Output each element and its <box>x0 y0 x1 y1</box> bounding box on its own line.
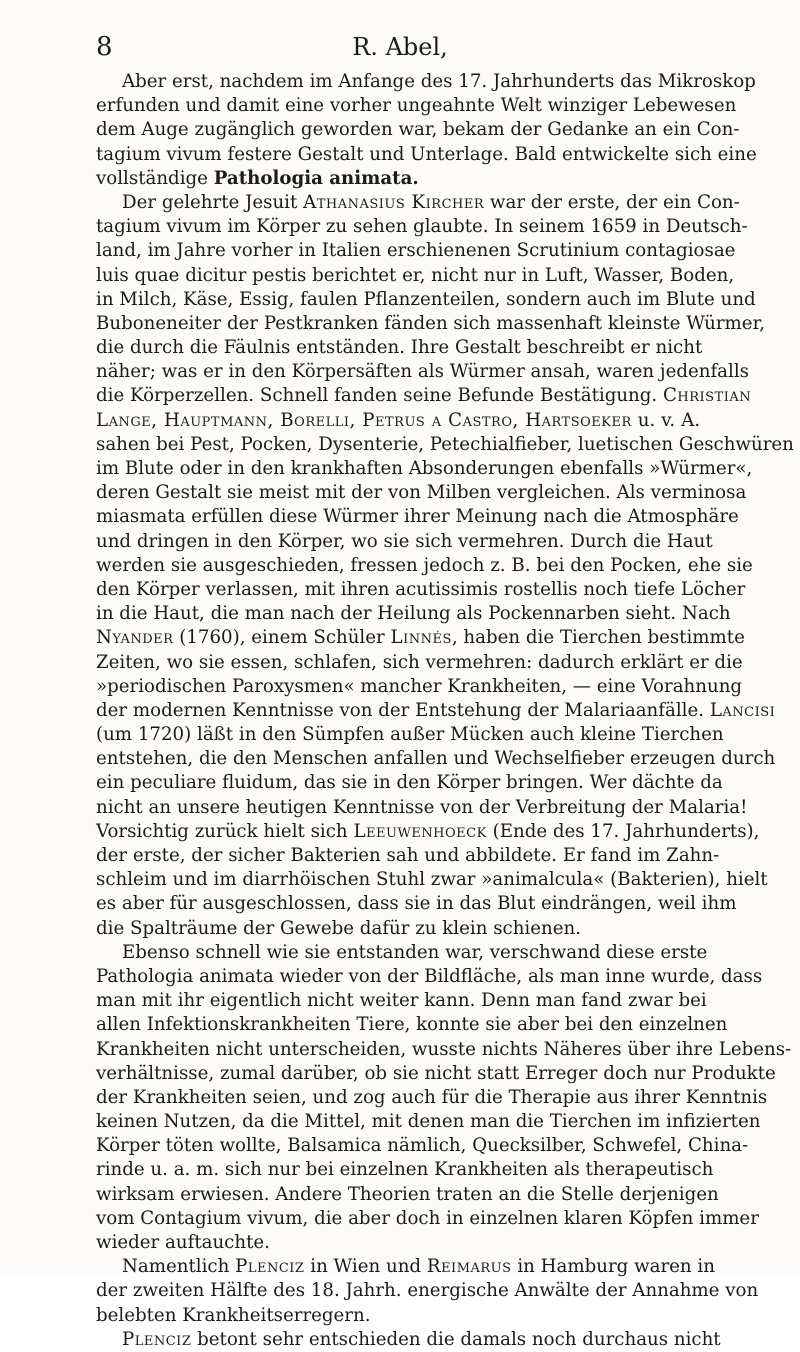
text-segment: in Milch, Käse, Essig, faulen Pflanzenteilen, sondern auch im Blute und <box>96 288 756 310</box>
text-segment: der modernen Kenntnisse von der Entstehung der Malariaanfälle. <box>96 699 710 721</box>
text-line <box>96 530 713 554</box>
text-line <box>96 1158 714 1182</box>
text-segment: vollständige <box>96 167 214 189</box>
text-segment: nicht an unsere heutigen Kenntnisse von der Verbreitung der Malaria! <box>96 796 748 818</box>
text-segment: (um 1720) läßt in den Sümpfen außer Mücken auch kleine Tierchen <box>96 724 724 746</box>
text-line <box>96 1304 700 1328</box>
running-head: R. Abel, <box>352 33 448 61</box>
author-name: Reimarus <box>426 1256 512 1278</box>
text-segment: miasmata erfüllen diese Würmer ihrer Meinung nach die Atmosphäre <box>96 506 739 528</box>
text-line <box>96 457 753 481</box>
text-segment: und dringen in den Körper, wo sie sich vermehren. Durch die Haut <box>96 530 713 552</box>
text-segment: in Wien und <box>304 1256 427 1278</box>
text-line <box>96 264 735 288</box>
text-segment: dem Auge zugänglich geworden war, bekam der Gedanke an ein Con- <box>96 119 740 141</box>
text-line <box>96 312 766 336</box>
text-segment: war der erste, der ein Con- <box>484 191 740 213</box>
text-line <box>96 143 757 167</box>
text-segment: Vorsichtig zurück hielt sich <box>96 820 354 842</box>
text-segment: näher; was er in den Körpersäften als Würmer ansah, waren jedenfalls <box>96 361 749 383</box>
text-segment: u. v. A. <box>631 409 701 431</box>
text-line <box>96 747 776 771</box>
text-segment: man mit ihr eigentlich nicht weiter kann. Denn man fand zwar bei <box>96 990 707 1012</box>
text-line <box>96 989 707 1013</box>
author-name: Nyander <box>96 627 174 649</box>
page-number: 8 <box>96 32 113 62</box>
text-segment: der zweiten Hälfte des 18. Jahrh. energische Anwälte der Annahme von <box>96 1280 759 1302</box>
text-line <box>96 481 747 505</box>
text-segment: Ebenso schnell wie sie entstanden war, verschwand diese erste <box>122 941 708 963</box>
text-line <box>96 1279 759 1303</box>
text-segment: schleim und im diarrhöischen Stuhl zwar »animalcula« (Bakterien), hielt <box>96 869 768 891</box>
author-name: Lange, Hauptmann, Borelli, Petrus a Castro, Hartsoeker <box>96 409 632 431</box>
text-segment: wirksam erwiesen. Andere Theorien traten an die Stelle derjenigen <box>96 1183 719 1205</box>
text-line <box>96 1328 721 1352</box>
author-name: Leeuwenhoeck <box>353 820 487 842</box>
text-line <box>96 965 763 989</box>
text-line <box>96 1086 768 1110</box>
author-name: Linnés <box>390 627 452 649</box>
text-segment: Der gelehrte Jesuit <box>122 191 304 213</box>
text-line <box>96 820 760 844</box>
text-segment: die durch die Fäulnis entständen. Ihre Gestalt beschreibt er nicht <box>96 337 703 359</box>
text-segment: (1760), einem Schüler <box>173 627 391 649</box>
text-line <box>96 1038 792 1062</box>
text-segment: Pathologia animata wieder von der Bildfläche, als man inne wurde, dass <box>96 965 763 987</box>
author-name: Plenciz <box>122 1328 192 1350</box>
text-segment: , haben die Tierchen bestimmte <box>451 627 745 649</box>
text-line <box>96 1062 776 1086</box>
text-line <box>96 94 737 118</box>
text-line <box>96 941 708 965</box>
text-segment: Zeiten, wo sie essen, schlafen, sich vermehren: dadurch erklärt er die <box>96 651 743 673</box>
text-line <box>96 699 776 723</box>
text-line <box>96 433 794 457</box>
text-line <box>96 651 743 675</box>
text-segment: Buboneneiter der Pestkranken fänden sich massenhaft kleinste Würmer, <box>96 312 766 334</box>
text-line <box>96 1134 749 1158</box>
text-line <box>96 360 749 384</box>
text-line <box>96 723 724 747</box>
body-text <box>96 70 794 1352</box>
text-line <box>96 1231 700 1255</box>
text-line <box>96 868 768 892</box>
text-line <box>96 1110 761 1134</box>
text-segment: entstehen, die den Menschen anfallen und Wechselfieber erzeugen durch <box>96 748 776 770</box>
text-segment: luis quae dicitur pestis berichtet er, nicht nur in Luft, Wasser, Boden, <box>96 264 735 286</box>
text-segment: tagium vivum festere Gestalt und Unterlage. Bald entwickelte sich eine <box>96 143 757 165</box>
text-segment: in die Haut, die man nach der Heilung als Pockennarben sieht. Nach <box>96 603 731 625</box>
text-segment: ein peculiare fluidum, das sie in den Körper bringen. Wer dächte da <box>96 772 723 794</box>
text-segment: Krankheiten nicht unterscheiden, wusste nichts Näheres über ihre Lebens- <box>96 1038 792 1060</box>
text-line <box>96 844 720 868</box>
text-line <box>96 1013 728 1037</box>
text-segment: die Körperzellen. Schnell fanden seine Befunde Bestätigung. <box>96 385 663 407</box>
text-segment: vom Contagium vivum, die aber doch in einzelnen klaren Köpfen immer <box>96 1207 759 1229</box>
text-line <box>96 409 700 433</box>
text-segment: verhältnisse, zumal darüber, ob sie nicht statt Erreger doch nur Produkte <box>96 1062 776 1084</box>
text-line <box>96 602 731 626</box>
text-segment: »periodischen Paroxysmen« mancher Krankheiten, — eine Vorahnung <box>96 675 743 697</box>
text-line <box>96 70 756 94</box>
text-segment: Namentlich <box>122 1256 236 1278</box>
text-line <box>96 796 748 820</box>
text-segment: Aber erst, nachdem im Anfange des 17. Jahrhunderts das Mikroskop <box>122 71 756 92</box>
text-segment: es aber für ausgeschlossen, dass sie in das Blut eindrängen, weil ihm <box>96 893 737 915</box>
author-name: Athanasius Kircher <box>303 191 485 213</box>
text-line <box>96 892 737 916</box>
text-segment: rinde u. a. m. sich nur bei einzelnen Krankheiten als therapeutisch <box>96 1159 714 1181</box>
text-line <box>96 118 740 142</box>
text-line <box>96 554 753 578</box>
text-segment: der Krankheiten seien, und zog auch für die Therapie aus ihrer Kenntnis <box>96 1086 768 1108</box>
text-segment: land, im Jahre vorher in Italien erschienenen Scrutinium contagiosae <box>96 240 736 262</box>
text-line <box>96 917 700 941</box>
text-line <box>96 1183 719 1207</box>
text-segment: keinen Nutzen, da die Mittel, mit denen man die Tierchen im infizierten <box>96 1111 761 1133</box>
text-segment: belebten Krankheitserregern. <box>96 1304 371 1326</box>
text-line <box>96 1207 759 1231</box>
text-line <box>96 626 745 650</box>
bold-term: Pathologia animata. <box>213 167 419 189</box>
page-header <box>96 30 704 64</box>
text-line <box>96 1255 715 1279</box>
text-segment: sahen bei Pest, Pocken, Dysenterie, Petechialfieber, luetischen Geschwüren <box>96 433 794 455</box>
text-segment: allen Infektionskrankheiten Tiere, konnte sie aber bei den einzelnen <box>96 1014 728 1036</box>
author-name: Christian <box>662 385 752 407</box>
text-segment: werden sie ausgeschieden, fressen jedoch z. B. bei den Pocken, ehe sie <box>96 554 753 576</box>
text-segment: tagium vivum im Körper zu sehen glaubte. In seinem 1659 in Deutsch- <box>96 216 748 238</box>
text-segment: deren Gestalt sie meist mit der von Milben vergleichen. Als verminosa <box>96 482 747 504</box>
text-segment: erfunden und damit eine vorher ungeahnte Welt winziger Lebewesen <box>96 95 737 117</box>
text-line <box>96 167 700 191</box>
text-line <box>96 239 736 263</box>
text-line <box>96 191 740 215</box>
text-line <box>96 215 748 239</box>
author-name: Plenciz <box>235 1256 305 1278</box>
text-segment: die Spalträume der Gewebe dafür zu klein schienen. <box>96 917 581 939</box>
text-segment: betont sehr entschieden die damals noch durchaus nicht <box>191 1328 721 1350</box>
text-segment: (Ende des 17. Jahrhunderts), <box>486 820 760 842</box>
text-line <box>96 675 743 699</box>
text-line <box>96 336 703 360</box>
text-line <box>96 288 756 312</box>
text-segment: den Körper verlassen, mit ihren acutissimis rostellis noch tiefe Löcher <box>96 578 746 600</box>
text-segment: im Blute oder in den krankhaften Absonderungen ebenfalls »Würmer«, <box>96 458 753 479</box>
text-segment: in Hamburg waren in <box>511 1256 715 1278</box>
text-line <box>96 771 723 795</box>
text-line <box>96 505 739 529</box>
text-segment: wieder auftauchte. <box>96 1232 270 1253</box>
text-segment: Körper töten wollte, Balsamica nämlich, Quecksilber, Schwefel, China- <box>96 1135 749 1157</box>
author-name: Lancisi <box>709 699 776 721</box>
text-segment: der erste, der sicher Bakterien sah und abbildete. Er fand im Zahn- <box>96 845 720 866</box>
text-line <box>96 578 746 602</box>
text-line <box>96 384 752 408</box>
